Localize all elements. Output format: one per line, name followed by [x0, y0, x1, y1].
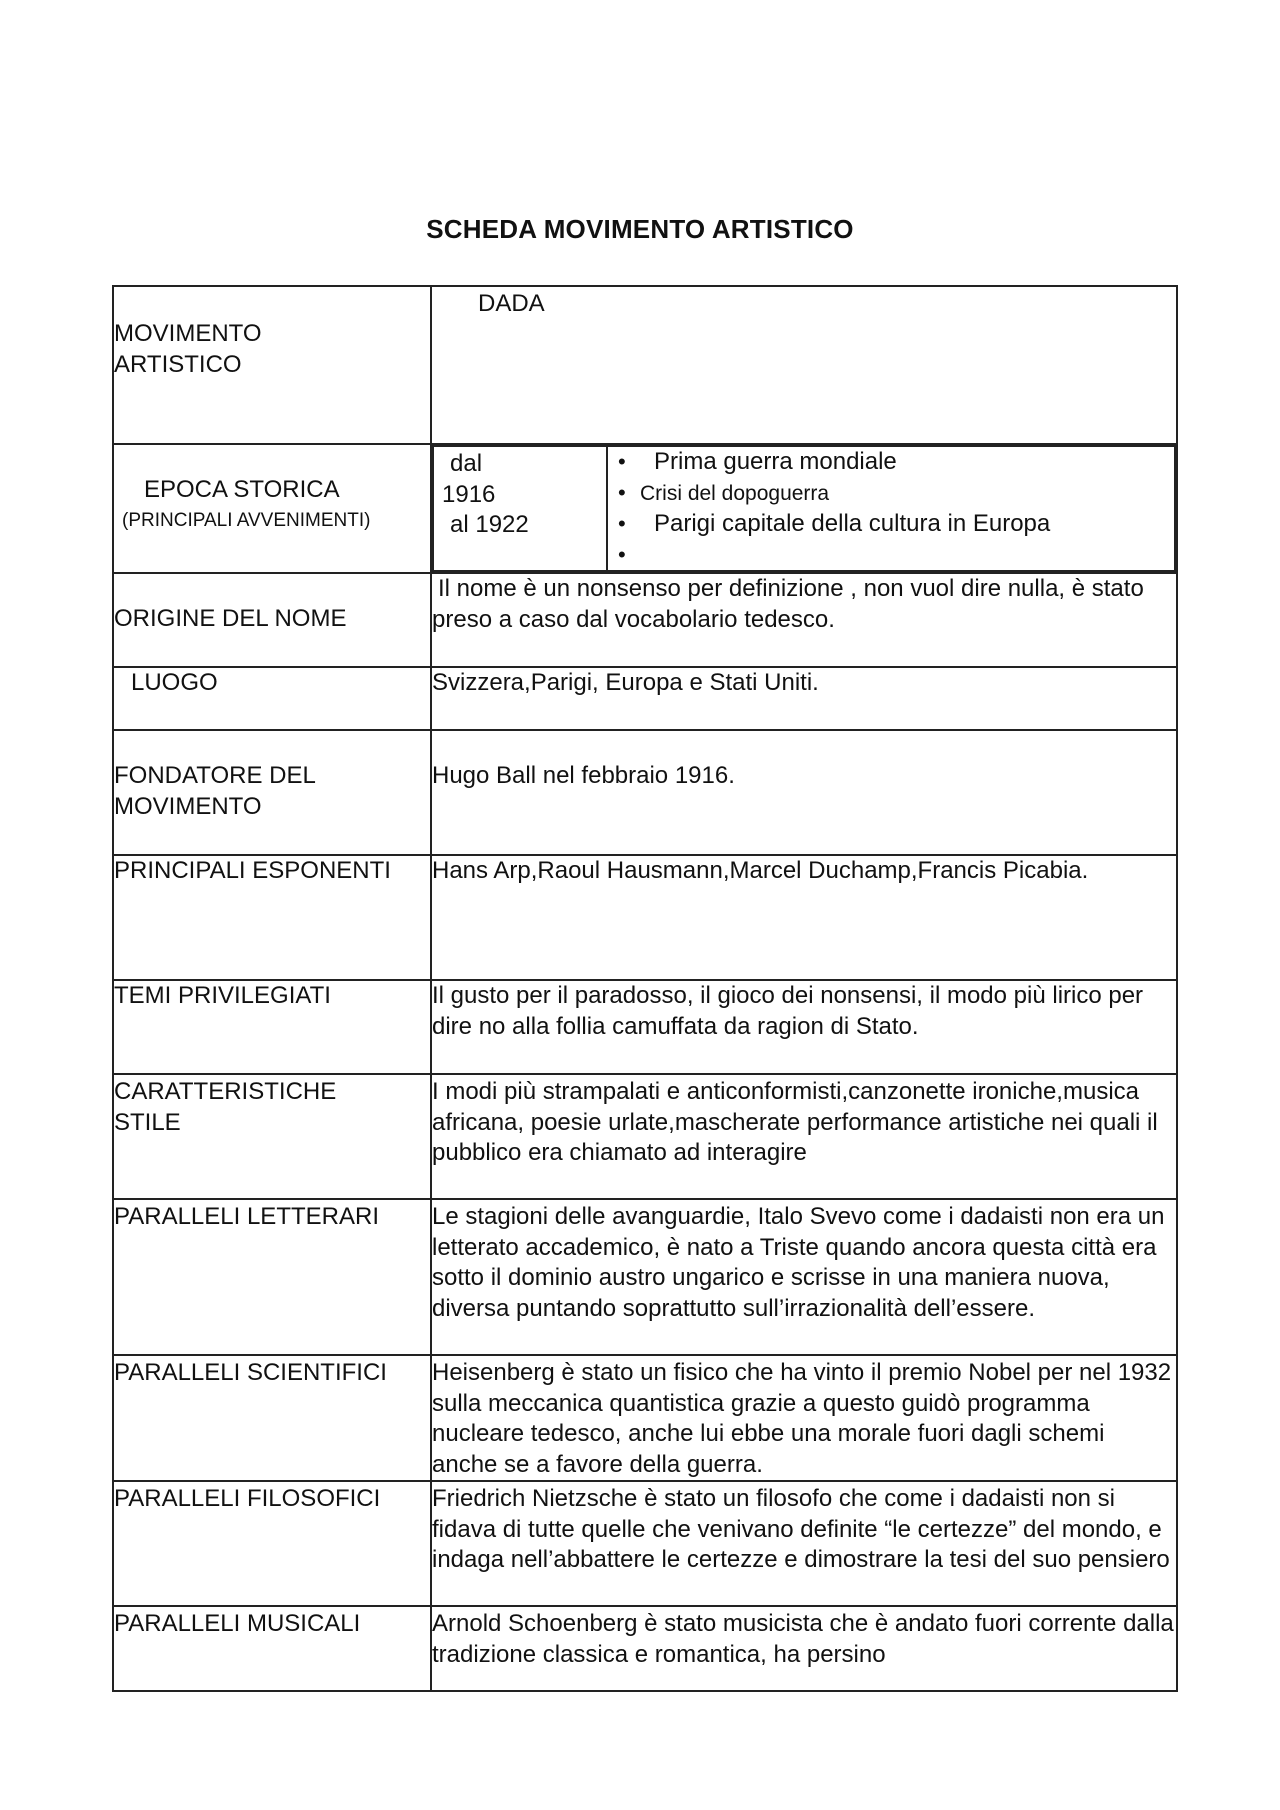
label-temi-text: TEMI PRIVILEGIATI [114, 982, 331, 1009]
label-stile-line1: CARATTERISTICHE [114, 1078, 337, 1105]
value-fondatore-text: Hugo Ball nel febbraio 1916. [432, 762, 735, 789]
label-epoca-main: EPOCA STORICA [144, 476, 340, 503]
label-musicali [113, 1606, 431, 1691]
label-temi [113, 980, 431, 1074]
label-filosofici-text: PARALLELI FILOSOFICI [114, 1485, 381, 1512]
label-stile-line2: STILE [114, 1108, 181, 1136]
row-letterari [113, 1199, 1177, 1355]
value-filosofici-text: Friedrich Nietzsche è stato un filosofo che come i dadaisti non si fidava di tutte quelle che venivano definite “le certezze” del mondo, e indaga nell’abbattere le certezze e dimostrare la tesi del suo pensiero [432, 1485, 1170, 1573]
value-esponenti [431, 855, 1177, 980]
event-item [618, 478, 1168, 510]
row-epoca [113, 444, 1177, 573]
epoca-inner-table [432, 445, 1176, 572]
row-fondatore [113, 730, 1177, 855]
value-movimento-text: DADA [478, 290, 545, 317]
label-fondatore-line2: MOVIMENTO [114, 792, 262, 820]
event-item [618, 509, 1168, 540]
value-letterari [431, 1199, 1177, 1355]
epoca-events [607, 446, 1175, 571]
value-epoca [431, 444, 1177, 573]
label-stile [113, 1074, 431, 1199]
label-luogo-text: LUOGO [131, 669, 218, 696]
row-scientifici [113, 1355, 1177, 1481]
row-stile [113, 1074, 1177, 1199]
page-title: SCHEDA MOVIMENTO ARTISTICO [426, 214, 854, 244]
bullet-icon: • [618, 541, 626, 567]
event-text: Parigi capitale della cultura in Europa [654, 510, 1051, 537]
label-fondatore-line1: FONDATORE DEL [114, 762, 316, 789]
epoca-from-word: dal [450, 450, 483, 477]
row-esponenti [113, 855, 1177, 980]
event-text: Crisi del dopoguerra [640, 481, 830, 505]
value-filosofici [431, 1481, 1177, 1606]
label-epoca [113, 444, 431, 573]
value-luogo [431, 667, 1177, 730]
art-movement-table [112, 285, 1178, 1692]
value-fondatore [431, 730, 1177, 855]
label-movimento-line2: ARTISTICO [114, 350, 242, 378]
row-origine [113, 573, 1177, 667]
value-temi [431, 980, 1177, 1074]
value-scientifici-text: Heisenberg è stato un fisico che ha vinto il premio Nobel per nel 1932 sulla meccanica quantistica grazie a questo guidò programma nucleare tedesco, anche lui ebbe una morale fuori dagli schemi anche se a favore della guerra. [432, 1359, 1172, 1478]
row-movimento [113, 286, 1177, 444]
epoca-years [433, 446, 607, 571]
label-origine-text: ORIGINE DEL NOME [114, 605, 347, 632]
label-scientifici [113, 1355, 431, 1481]
label-movimento-line1: MOVIMENTO [114, 320, 262, 347]
value-musicali-text: Arnold Schoenberg è stato musicista che è andato fuori corrente dalla tradizione classica e romantica, ha persino [432, 1610, 1174, 1668]
value-luogo-text: Svizzera,Parigi, Europa e Stati Uniti. [432, 669, 819, 696]
event-text: Prima guerra mondiale [654, 448, 897, 475]
epoca-to: al 1922 [450, 511, 529, 538]
value-movimento [431, 286, 1177, 444]
row-filosofici [113, 1481, 1177, 1606]
bullet-icon: • [618, 511, 626, 536]
epoca-from-year: 1916 [442, 480, 496, 508]
value-origine-text: Il nome è un nonsenso per definizione , non vuol dire nulla, è stato preso a caso dal vocabolario tedesco. [432, 575, 1144, 633]
value-musicali [431, 1606, 1177, 1691]
label-letterari-text: PARALLELI LETTERARI [114, 1203, 379, 1230]
value-scientifici [431, 1355, 1177, 1481]
event-item [618, 447, 1168, 478]
value-stile-text: I modi più strampalati e anticonformisti,canzonette ironiche,musica africana, poesie urlate,mascherate performance artistiche nei quali il pubblico era chiamato ad interagire [432, 1078, 1158, 1166]
row-musicali [113, 1606, 1177, 1691]
label-epoca-sub: (PRINCIPALI AVVENIMENTI) [122, 509, 371, 531]
event-item [618, 540, 1168, 571]
label-scientifici-text: PARALLELI SCIENTIFICI [114, 1359, 387, 1386]
bullet-icon: • [618, 479, 626, 505]
label-esponenti-text: PRINCIPALI ESPONENTI [114, 857, 391, 884]
row-luogo [113, 667, 1177, 730]
row-temi [113, 980, 1177, 1074]
label-filosofici [113, 1481, 431, 1606]
label-luogo [113, 667, 431, 730]
label-fondatore [113, 730, 431, 855]
label-origine [113, 573, 431, 667]
label-esponenti [113, 855, 431, 980]
label-musicali-text: PARALLELI MUSICALI [114, 1610, 361, 1637]
value-temi-text: Il gusto per il paradosso, il gioco dei nonsensi, il modo più lirico per dire no alla follia camuffata da ragion di Stato. [432, 982, 1144, 1040]
label-movimento [113, 286, 431, 444]
label-letterari [113, 1199, 431, 1355]
value-stile [431, 1074, 1177, 1199]
value-esponenti-text: Hans Arp,Raoul Hausmann,Marcel Duchamp,Francis Picabia. [432, 857, 1089, 884]
value-origine [431, 573, 1177, 667]
bullet-icon: • [618, 449, 626, 474]
value-letterari-text: Le stagioni delle avanguardie, Italo Svevo come i dadaisti non era un letterato accademico, è nato a Triste quando ancora questa città era sotto il dominio austro ungarico e scrisse in una maniera nuova, diversa puntando soprattutto sull’irrazionalità dell’essere. [432, 1203, 1165, 1322]
